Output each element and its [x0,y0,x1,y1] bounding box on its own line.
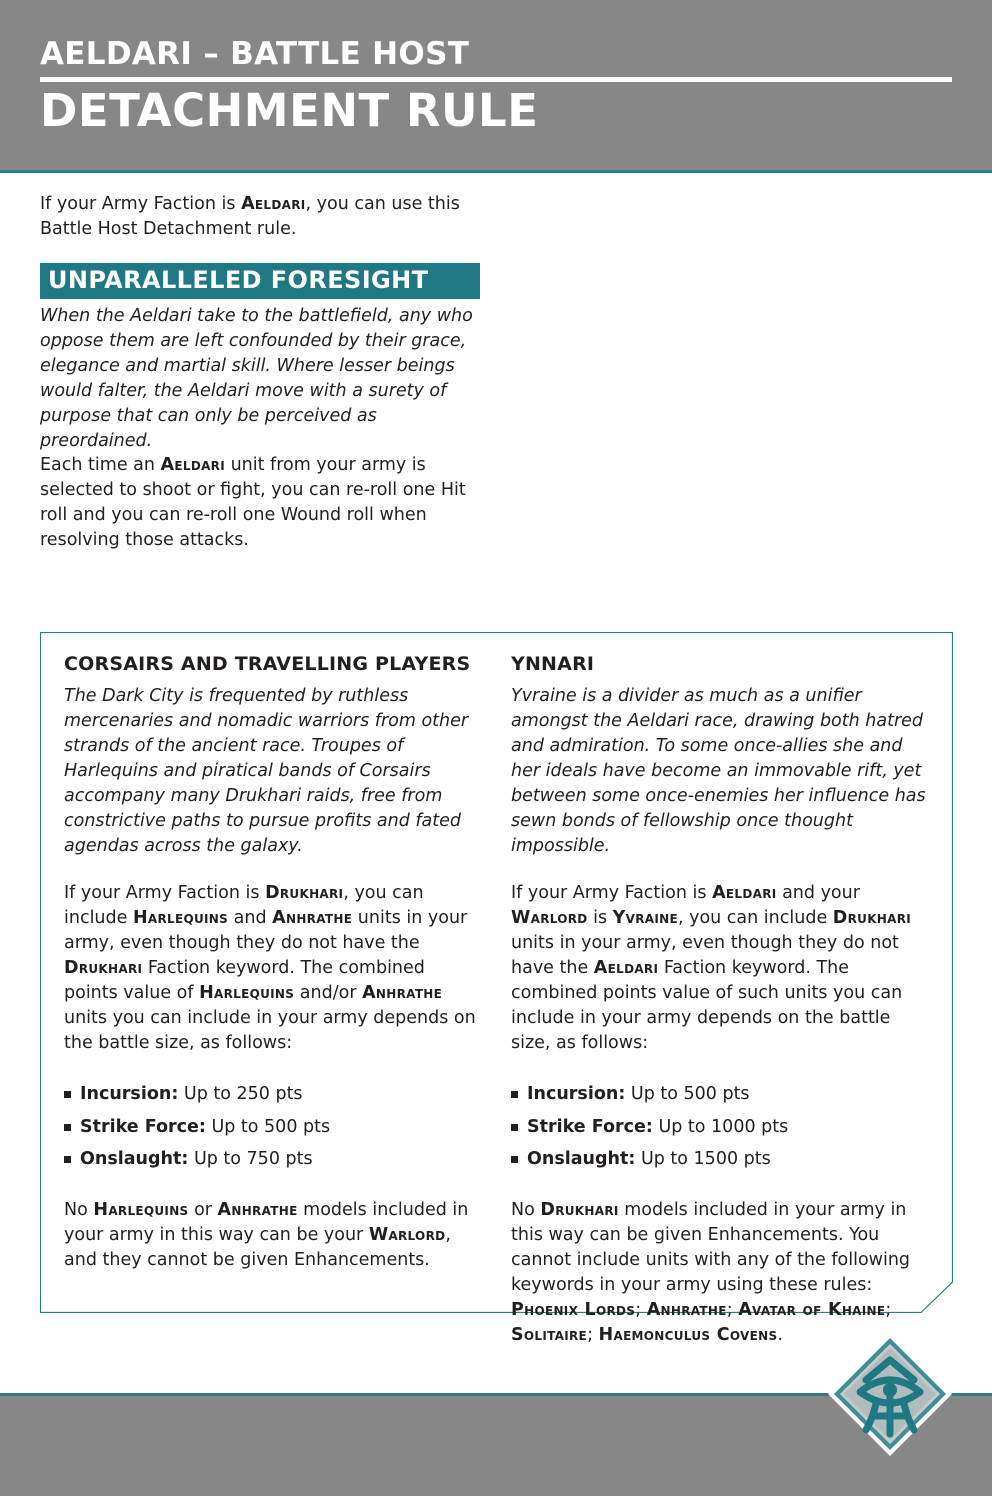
header-subtitle: AELDARI – BATTLE HOST [40,36,470,72]
left-column-paragraph-2: No Harlequins or Anhrathe models included in your army in this way can be your Warlord, and they cannot be given Enhancements. [64,1199,469,1270]
right-column-heading: YNNARI [511,653,595,675]
right-column-paragraph-2: No Drukhari models included in your army in this way can be given Enhancements. You cannot include units with any of the following keywords in your army using these rules: Phoenix Lords; Anhrathe; Avatar of Khaine; Solitaire; Haemonculus Covens. [511,1199,911,1345]
page-header [0,0,992,170]
left-column-paragraph-1: If your Army Faction is Drukhari, you can include Harlequins and Anhrathe units in your army, even though they do not have the Drukhari Faction keyword. The combined points value of Harlequins and/or Anhrathe units you can include in your army depends on the battle size, as follows: [64,883,476,1053]
right-battle-size-list [511,1078,931,1176]
list-item: Onslaught: Up to 750 pts [64,1143,484,1176]
rule-flavor-text: When the Aeldari take to the battlefield, any who oppose them are left confounded by their grace, elegance and martial skill. Where lesser beings would falter, the Aeldari move with a surety of purpose that can only be perceived as preordained. [40,306,473,451]
list-item: Strike Force: Up to 1000 pts [511,1111,931,1144]
left-column [64,652,484,1295]
right-column [511,652,931,1370]
list-item: Incursion: Up to 500 pts [511,1078,931,1111]
rule-text: Each time an Aeldari unit from your army is selected to shoot or fight, you can re-roll one Hit roll and you can re-roll one Wound roll when resolving those attacks. [40,455,466,550]
list-item: Incursion: Up to 250 pts [64,1078,484,1111]
left-column-heading: CORSAIRS AND TRAVELLING PLAYERS [64,653,471,675]
rule-title: UNPARALLELED FORESIGHT [48,266,429,294]
list-item: Onslaught: Up to 1500 pts [511,1143,931,1176]
left-column-flavor: The Dark City is frequented by ruthless mercenaries and nomadic warriors from other strands of the ancient race. Troupes of Harlequins and piratical bands of Corsairs accompany many Drukhari raids, free from constrictive paths to pursue profits and fated agendas across the galaxy. [64,686,469,856]
aeldari-rune-icon [826,1330,954,1458]
rule-title-bar [40,263,480,299]
right-column-paragraph-1: If your Army Faction is Aeldari and your Warlord is Yvraine, you can include Drukhari units in your army, even though they do not have the Aeldari Faction keyword. The combined points value of such units you can include in your army depends on the battle size, as follows: [511,883,912,1053]
header-divider [40,77,952,82]
right-column-flavor: Yvraine is a divider as much as a unifier amongst the Aeldari race, drawing both hatred and admiration. To some once-allies she and her ideals have become an immovable rift, yet between some once-enemies her influence has sewn bonds of fellowship once thought impossible. [511,686,926,856]
left-battle-size-list [64,1078,484,1176]
page-title: DETACHMENT RULE [40,84,539,137]
list-item: Strike Force: Up to 500 pts [64,1111,484,1144]
intro-paragraph: If your Army Faction is Aeldari, you can use this Battle Host Detachment rule. [40,194,460,239]
header-accent-line [0,170,992,173]
